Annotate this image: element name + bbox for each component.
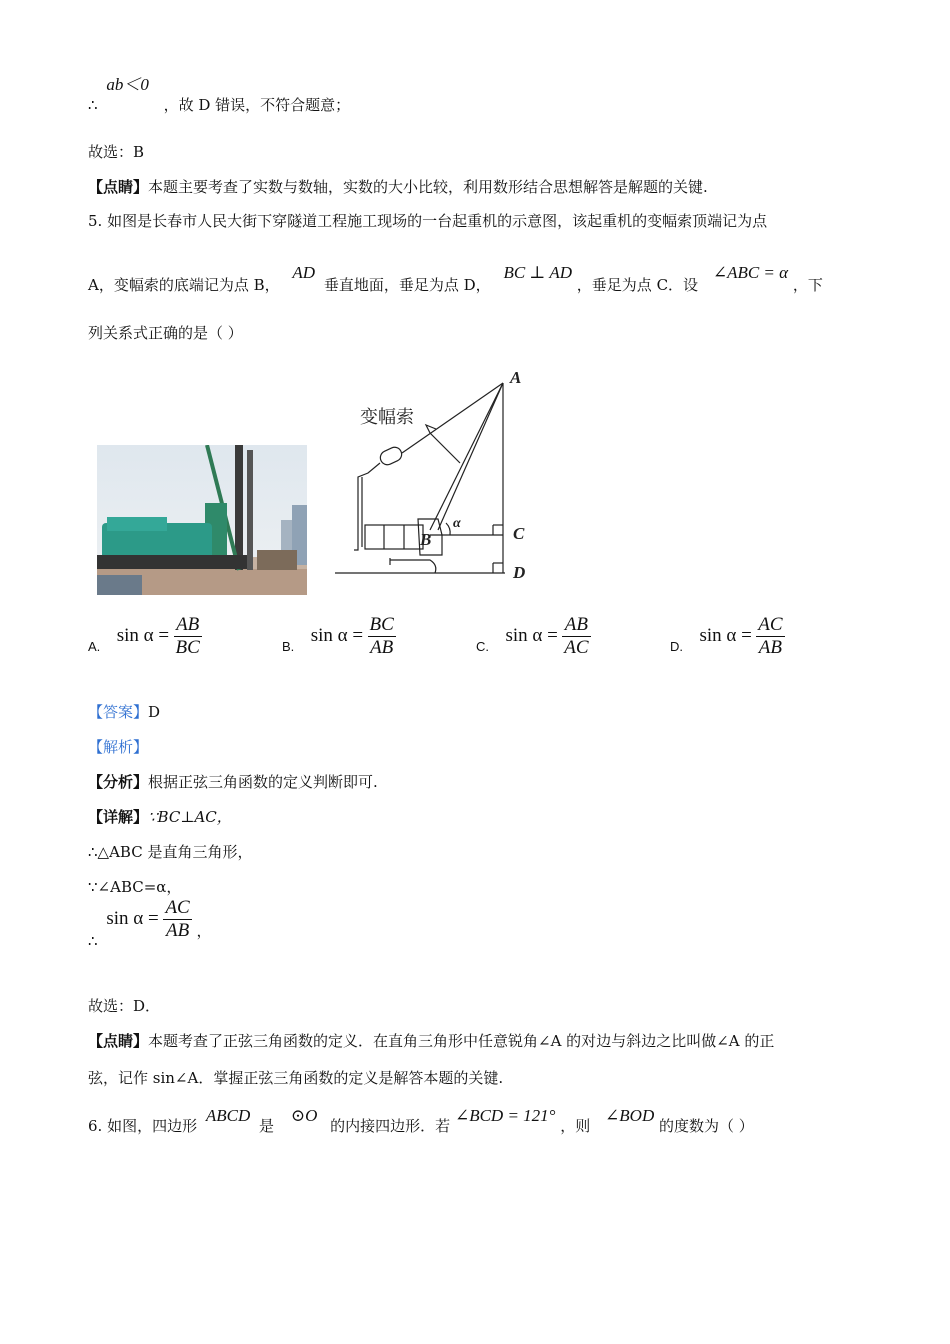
label-a: A — [510, 368, 522, 387]
fenxi-text: 根据正弦三角函数的定义判断即可. — [148, 773, 378, 791]
option-lhs: sin α = — [699, 624, 752, 646]
q6-text-e: 的度数为（ ） — [659, 1117, 754, 1135]
denominator: AB — [758, 637, 782, 658]
comma: ， — [196, 921, 212, 940]
answer-tag: 【答案】 — [88, 703, 149, 721]
dianjing-2-cont: 弦，记作 sin∠A．掌握正弦三角函数的定义是解答本题的关键. — [88, 1069, 504, 1087]
option-d[interactable] — [670, 614, 785, 659]
sin-lhs: sin α = — [106, 907, 159, 929]
option-fraction — [174, 614, 202, 659]
option-fraction — [368, 614, 396, 659]
fenxi-tag: 【分析】 — [88, 773, 149, 791]
label-b: B — [420, 530, 432, 549]
math-ad: AD — [292, 263, 316, 282]
math-circle-o: ⊙O — [290, 1106, 318, 1125]
dianjing-1 — [88, 176, 708, 198]
numerator: BC — [369, 614, 394, 635]
crane-photo — [97, 445, 307, 595]
option-fraction — [756, 614, 784, 659]
math-abcd: ABCD — [205, 1106, 251, 1125]
dianjing-tag: 【点睛】 — [88, 178, 149, 196]
step-sin-result — [88, 897, 212, 950]
q5-line2 — [88, 262, 823, 294]
math-angle-bcd: ∠BCD = 121° — [454, 1106, 556, 1125]
denominator: AB — [165, 920, 190, 941]
dianjing-2 — [88, 1030, 774, 1052]
therefore-symbol: ∴ — [88, 931, 98, 950]
xiangjie-line — [88, 806, 232, 828]
step-right-triangle: ∴△ABC 是直角三角形， — [88, 843, 253, 861]
option-label: C. — [476, 638, 489, 654]
sin-fraction — [163, 897, 191, 942]
answer-line — [88, 701, 160, 723]
crane-diagram — [330, 365, 560, 585]
answer-value: D — [148, 703, 161, 721]
option-lhs: sin α = — [310, 624, 364, 646]
option-a[interactable] — [88, 614, 202, 659]
numerator: AC — [165, 897, 190, 918]
numerator: AB — [174, 614, 202, 637]
denominator: AC — [564, 637, 589, 658]
q6-text-d: ，则 — [560, 1117, 591, 1135]
math-angle-abc: ∠ABC = α — [712, 263, 789, 282]
q6-text-c: 的内接四边形．若 — [330, 1117, 451, 1135]
label-rope: 变幅索 — [360, 407, 414, 428]
choose-b: 故选：B — [88, 143, 145, 161]
option-label: D. — [670, 638, 683, 654]
label-d: D — [513, 563, 526, 582]
q6-line — [88, 1105, 754, 1135]
option-label: B. — [282, 638, 295, 654]
analysis-tag: 【解析】 — [88, 738, 149, 756]
xiangjie-tag: 【详解】 — [88, 808, 149, 826]
q5-line3: 列关系式正确的是（ ） — [88, 324, 243, 342]
denominator: AB — [370, 637, 394, 658]
numerator: AC — [758, 614, 783, 635]
denominator: BC — [175, 637, 200, 658]
label-c: C — [513, 524, 525, 543]
fenxi-line — [88, 771, 378, 793]
q5-text-d: ，下 — [792, 276, 823, 294]
numerator: AB — [562, 614, 590, 637]
option-c[interactable] — [476, 614, 591, 659]
dianjing-text: 本题考查了正弦三角函数的定义．在直角三角形中任意锐角∠A 的对边与斜边之比叫做∠A 的正 — [148, 1032, 775, 1050]
line-text: ，故 D 错误，不符合题意； — [163, 96, 351, 114]
math-angle-bod: ∠BOD — [605, 1106, 655, 1125]
q5-text-b: 垂直地面，垂足为点 D， — [323, 276, 491, 294]
q6-text-b: 是 — [259, 1117, 275, 1135]
label-alpha: α — [453, 516, 461, 531]
xiangjie-text: ∵BC⊥AC， — [148, 808, 232, 826]
math-bc-perp-ad: BC ⊥ AD — [503, 263, 573, 282]
option-lhs: sin α = — [505, 624, 558, 646]
option-b[interactable] — [282, 614, 396, 659]
option-label: A. — [88, 638, 101, 654]
dianjing-text: 本题主要考查了实数与数轴，实数的大小比较，利用数形结合思想解答是解题的关键. — [148, 178, 708, 196]
step-angle-alpha: ∵∠ABC=α， — [88, 878, 182, 896]
math-ab-less-zero: ab＜0 — [106, 75, 149, 94]
line-therefore-ab — [88, 75, 351, 114]
q6-text-a: 6. 如图，四边形 — [88, 1117, 198, 1135]
q5-text-c: ，垂足为点 C．设 — [576, 276, 699, 294]
therefore-symbol: ∴ — [88, 96, 98, 114]
dianjing-tag: 【点睛】 — [88, 1032, 149, 1050]
option-fraction — [562, 614, 590, 659]
choose-d: 故选：D． — [88, 997, 161, 1015]
q5-text-a: A，变幅索的底端记为点 B， — [88, 276, 280, 294]
q5-line1: 5. 如图是长春市人民大街下穿隧道工程施工现场的一台起重机的示意图，该起重机的变幅索顶端记为点 — [88, 212, 768, 230]
option-lhs: sin α = — [116, 624, 170, 646]
